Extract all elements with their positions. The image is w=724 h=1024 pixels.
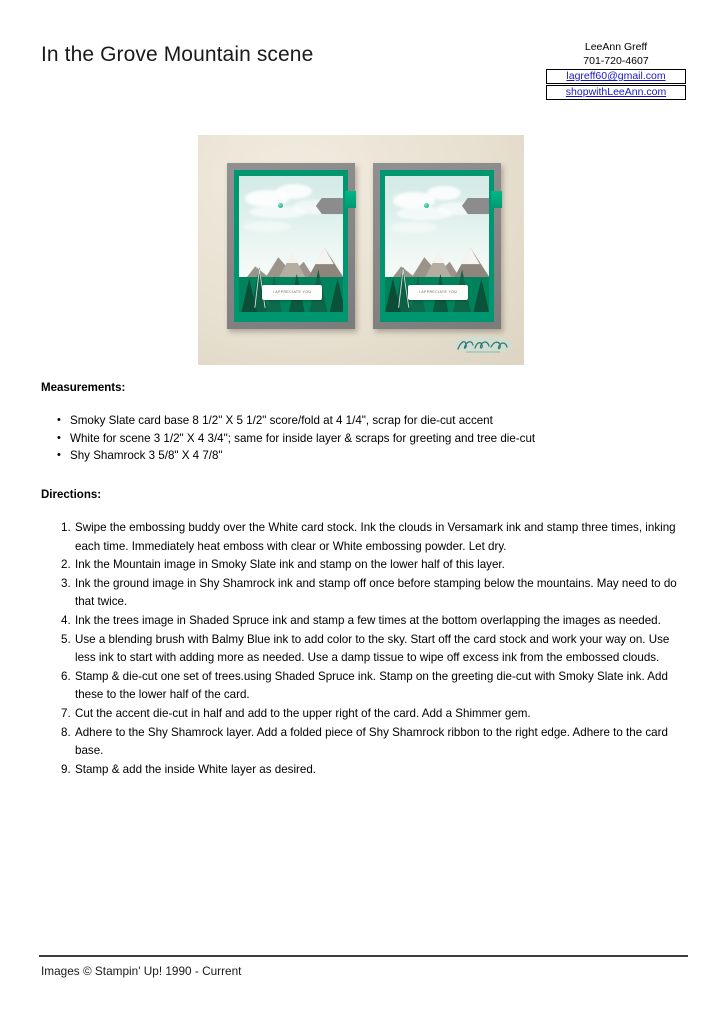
footer-copyright: Images © Stampin' Up! 1990 - Current xyxy=(41,964,242,978)
shimmer-gem-icon xyxy=(424,203,429,208)
ribbon-tab xyxy=(491,191,502,208)
list-item: Adhere to the Shy Shamrock layer. Add a folded piece of Shy Shamrock ribbon to the right edge. Adhere to the card base. xyxy=(75,725,668,758)
photo-background xyxy=(198,135,524,365)
greeting-text: I APPRECIATE YOU xyxy=(418,290,458,295)
list-item: Ink the trees image in Shaded Spruce ink and stamp a few times at the bottom overlapping the images as needed. xyxy=(75,613,661,627)
list-item: Stamp & add the inside White layer as desired. xyxy=(75,762,317,776)
page-header xyxy=(0,0,724,115)
list-item: Stamp & die-cut one set of trees.using Shaded Spruce ink. Stamp on the greeting die-cut with Smoky Slate ink. Add these to the lower half of the card. xyxy=(75,669,668,702)
measurements-heading: Measurements: xyxy=(41,382,126,394)
signature-watermark xyxy=(452,333,514,357)
list-item: Cut the accent die-cut in half and add to the upper right of the card. Add a Shimmer gem. xyxy=(75,706,531,720)
greeting-text: I APPRECIATE YOU xyxy=(272,290,312,295)
project-photo xyxy=(198,135,524,365)
greeting-die-cut xyxy=(262,285,322,300)
card-sample-right xyxy=(373,163,501,329)
website-link-box[interactable] xyxy=(546,85,686,100)
list-item: Swipe the embossing buddy over the White card stock. Ink the clouds in Versamark ink and stamp three times, inking each time. Immediately heat emboss with clear or White embossing powder. Let dry. xyxy=(75,521,676,553)
mountain-scene xyxy=(239,176,343,312)
list-item: • Smoky Slate card base 8 1/2" X 5 1/2" score/fold at 4 1/4", scrap for die-cut accent xyxy=(70,412,710,430)
directions-list xyxy=(48,519,684,779)
list-item: Use a blending brush with Balmy Blue ink to add color to the sky. Start off the card stock and work your way on. Use less ink to start with adding more as needed. Use a damp tissue to wipe off excess ink from the embossed clouds. xyxy=(75,632,670,665)
page-title: In the Grove Mountain scene xyxy=(41,43,314,66)
greeting-die-cut xyxy=(408,285,468,300)
email-link[interactable]: lagreff60@gmail.com xyxy=(566,70,666,82)
contact-phone: 701-720-4607 xyxy=(583,55,649,67)
shimmer-gem-icon xyxy=(278,203,283,208)
list-item: Ink the ground image in Shy Shamrock ink and stamp off once before stamping below the mountains. May need to do that twice. xyxy=(75,576,677,609)
website-link[interactable]: shopwithLeeAnn.com xyxy=(565,86,667,98)
ribbon-tab xyxy=(345,191,356,208)
mountain-scene xyxy=(385,176,489,312)
card-sample-left xyxy=(227,163,355,329)
signature-icon xyxy=(452,333,514,357)
list-item: • White for scene 3 1/2" X 4 3/4"; same for inside layer & scraps for greeting and tree die-cut xyxy=(70,430,710,448)
contact-block xyxy=(546,40,686,100)
email-link-box[interactable] xyxy=(546,69,686,84)
shy-shamrock-layer xyxy=(234,170,348,322)
list-item: Ink the Mountain image in Smoky Slate ink and stamp on the lower half of this layer. xyxy=(75,558,505,572)
directions-heading: Directions: xyxy=(41,489,102,501)
measurements-list xyxy=(48,412,710,465)
list-item: • Shy Shamrock 3 5/8" X 4 7/8" xyxy=(70,447,710,465)
shy-shamrock-layer xyxy=(380,170,494,322)
contact-name: LeeAnn Greff xyxy=(584,41,648,53)
footer-divider xyxy=(39,955,688,957)
